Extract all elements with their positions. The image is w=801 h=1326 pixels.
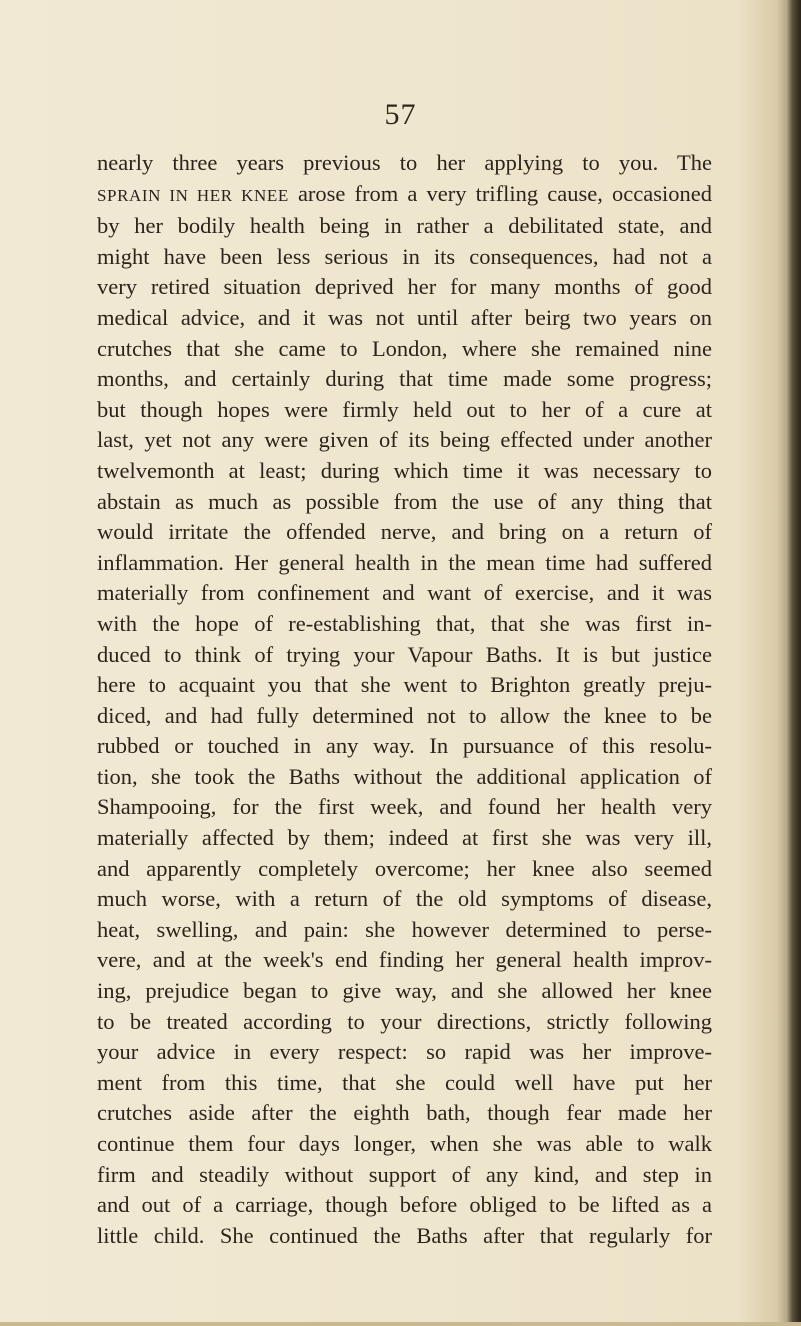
small-caps-phrase: SPRAIN IN HER KNEE <box>97 185 289 205</box>
text-line: SPRAIN IN HER KNEE arose from a very trifling cause, occasioned <box>97 180 712 206</box>
text-line: and apparently completely overcome; her knee also seemed <box>97 855 712 881</box>
text-line: here to acquaint you that she went to Brighton greatly preju- <box>97 672 712 698</box>
text-line: heat, swelling, and pain: she however determined to perse- <box>97 916 712 942</box>
text-line: and out of a carriage, though before obliged to be lifted as a <box>97 1192 712 1218</box>
text-line: medical advice, and it was not until after beirg two years on <box>97 304 712 330</box>
text-line: ing, prejudice began to give way, and she allowed her knee <box>97 978 712 1004</box>
text-line: crutches aside after the eighth bath, though fear made her <box>97 1100 712 1126</box>
text-line: would irritate the offended nerve, and bring on a return of <box>97 519 712 545</box>
text-line: nearly three years previous to her applying to you. The <box>97 150 712 175</box>
text-line: rubbed or touched in any way. In pursuance of this resolu- <box>97 733 712 759</box>
text-line: crutches that she came to London, where she remained nine <box>97 335 712 361</box>
text-line: much worse, with a return of the old symptoms of disease, <box>97 886 712 912</box>
text-line: months, and certainly during that time made some progress; <box>97 366 712 392</box>
text-line: very retired situation deprived her for many months of good <box>97 274 712 300</box>
text-line: materially from confinement and want of exercise, and it was <box>97 580 712 606</box>
page-bottom-edge <box>0 1322 801 1326</box>
text-line: abstain as much as possible from the use of any thing that <box>97 488 712 514</box>
text-line: twelvemonth at least; during which time it was necessary to <box>97 457 712 483</box>
text-line: continue them four days longer, when she was able to walk <box>97 1131 712 1156</box>
text-line: little child. She continued the Baths after that regularly for <box>97 1222 712 1248</box>
body-text <box>97 148 712 1251</box>
text-line: materially affected by them; indeed at first she was very ill, <box>97 825 712 851</box>
text-line: vere, and at the week's end finding her general health improv- <box>97 947 712 973</box>
text-line: firm and steadily without support of any kind, and step in <box>97 1161 712 1187</box>
text-line: with the hope of re-establishing that, that she was first in- <box>97 610 712 636</box>
page-gutter-shadow <box>787 0 801 1326</box>
text-line: but though hopes were firmly held out to her of a cure at <box>97 396 712 422</box>
text-line: might have been less serious in its consequences, had not a <box>97 243 712 269</box>
text-line: tion, she took the Baths without the additional application of <box>97 763 712 789</box>
text-line: last, yet not any were given of its being effected under another <box>97 427 712 453</box>
text-line: your advice in every respect: so rapid was her improve- <box>97 1039 712 1065</box>
text-line: diced, and had fully determined not to allow the knee to be <box>97 702 712 728</box>
text-line: duced to think of trying your Vapour Baths. It is but justice <box>97 641 712 667</box>
page-number: 57 <box>384 98 417 131</box>
text-line: to be treated according to your directions, strictly following <box>97 1008 712 1034</box>
text-line: inflammation. Her general health in the mean time had suffered <box>97 549 712 575</box>
text-line: by her bodily health being in rather a debilitated state, and <box>97 213 712 239</box>
text-line: ment from this time, that she could well have put her <box>97 1069 712 1095</box>
text-line: Shampooing, for the first week, and found her health very <box>97 794 712 820</box>
